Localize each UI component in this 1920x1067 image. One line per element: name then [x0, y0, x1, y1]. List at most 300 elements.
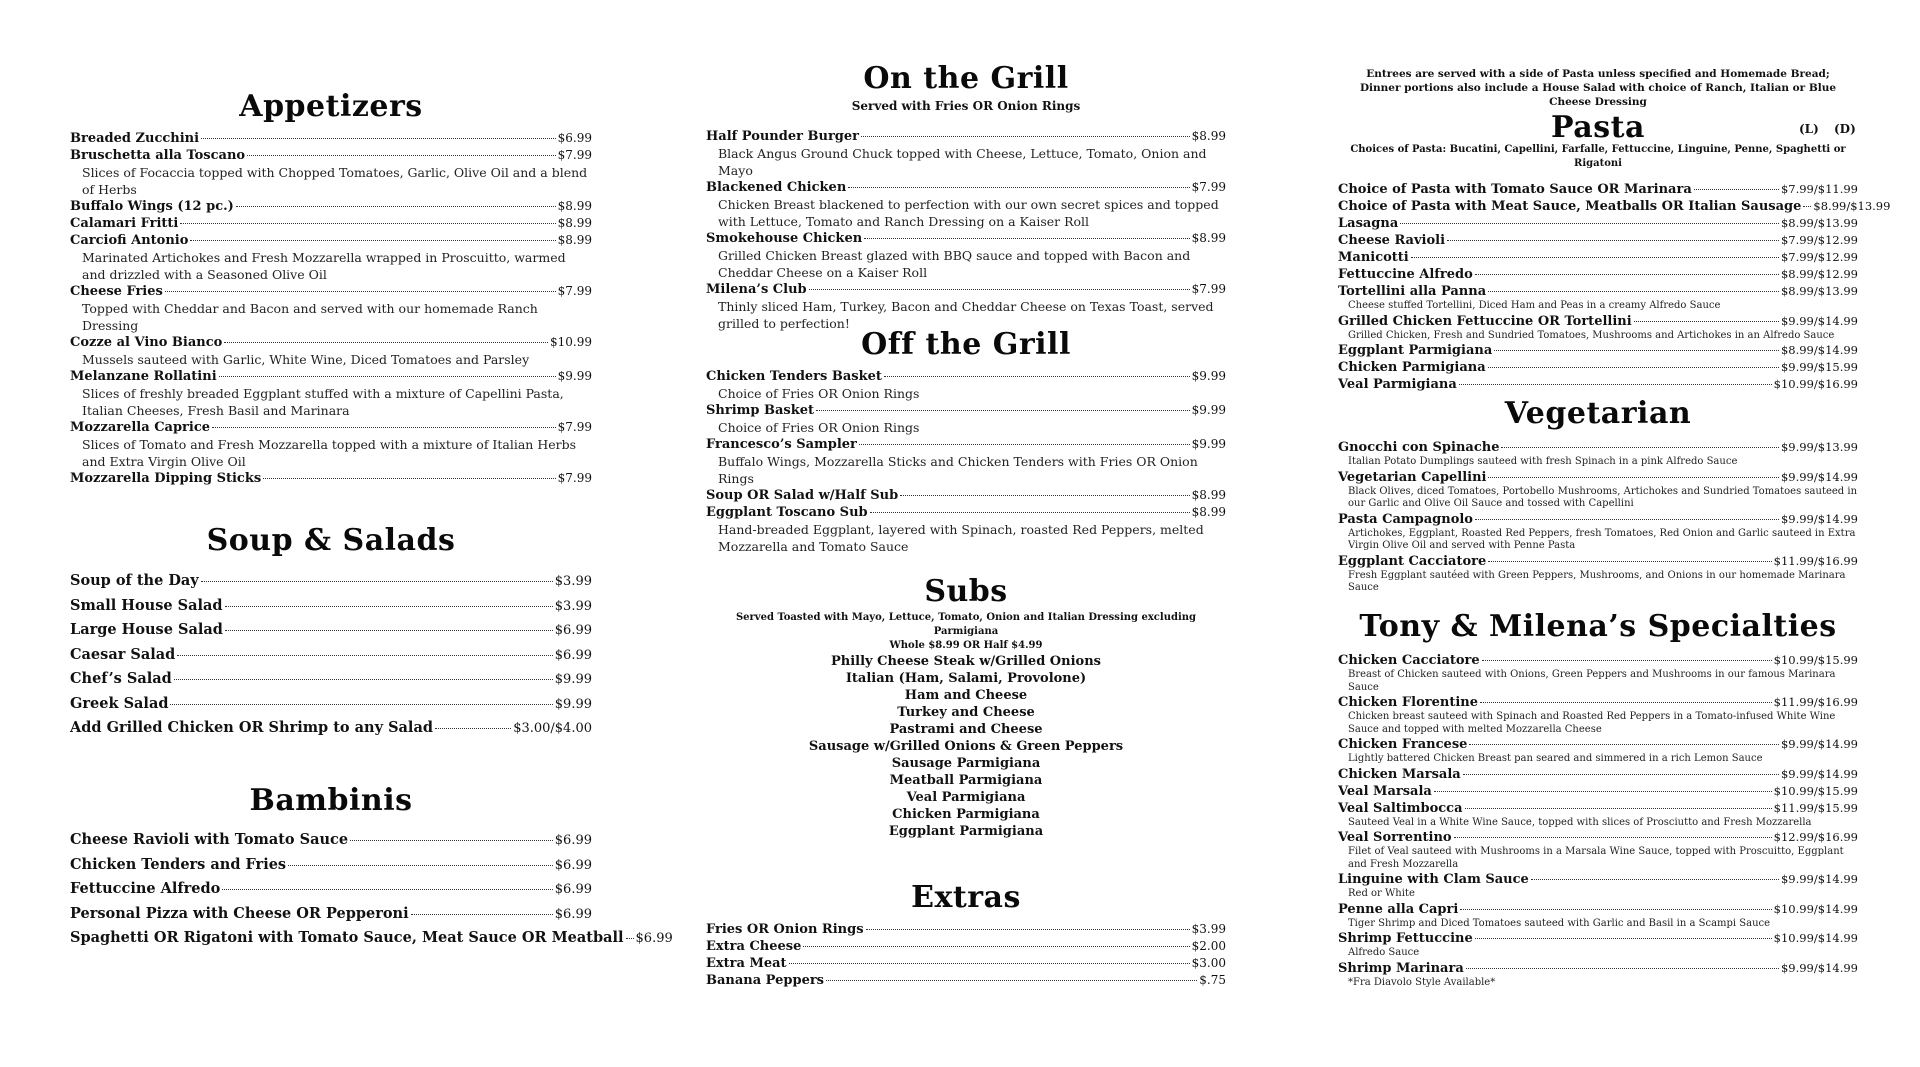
item-price: $3.99: [554, 574, 592, 589]
item-description: Grilled Chicken Breast glazed with BBQ sauce and topped with Bacon and Cheddar Cheese on a Kaiser Roll: [718, 248, 1191, 280]
item-description: Breast of Chicken sauteed with Onions, Green Peppers and Mushrooms in our famous Marinara Sauce: [1348, 669, 1836, 693]
item-name: Large House Salad: [70, 621, 223, 638]
item-name: Breaded Zucchini: [70, 131, 200, 146]
item-price: $11.99/$15.99: [1773, 800, 1858, 815]
item-price: $8.99: [1191, 129, 1226, 143]
off-grill-title: Off the Grill: [861, 327, 1071, 362]
menu-item: [70, 692, 592, 717]
dot-leader: [816, 410, 1190, 411]
item-price: $6.99: [635, 931, 673, 946]
item-price: $8.99/$13.99: [1813, 199, 1891, 213]
item-name: Linguine with Clam Sauce: [1338, 872, 1529, 887]
menu-item: [1338, 359, 1858, 376]
dot-leader: [225, 630, 553, 631]
entree-note: Entrees are served with a side of Pasta unless specified and Homemade Bread; Dinner portions also include a House Salad with choice of Ranch, Italian or Blue Cheese Dressing: [1359, 68, 1837, 108]
item-price: $9.99/$14.99: [1780, 469, 1858, 484]
menu-item: [706, 955, 1226, 972]
menu-item: [70, 419, 592, 436]
item-name: Half Pounder Burger: [706, 129, 859, 144]
item-price: $7.99: [557, 148, 592, 162]
dot-leader: [177, 655, 552, 656]
menu-item: [70, 594, 592, 619]
item-name: Carciofi Antonio: [70, 233, 189, 248]
on-grill-list: [706, 128, 1226, 332]
item-name: Chicken Cacciatore: [1338, 653, 1480, 668]
dot-leader: [212, 427, 556, 428]
item-name: Pasta Campagnolo: [1338, 511, 1473, 527]
dot-leader: [174, 679, 553, 680]
item-name: Add Grilled Chicken OR Shrimp to any Salad: [70, 719, 433, 736]
item-name: Caesar Salad: [70, 645, 176, 663]
sub-item: Sausage w/Grilled Onions & Green Peppers: [808, 739, 1124, 754]
dot-leader: [288, 865, 553, 866]
menu-item: [70, 926, 673, 951]
menu-item: [1338, 342, 1858, 359]
item-name: Soup OR Salad w/Half Sub: [706, 488, 899, 503]
item-name: Fries OR Onion Rings: [706, 922, 864, 937]
sub-item: Italian (Ham, Salami, Provolone): [845, 671, 1087, 686]
dot-leader: [900, 495, 1189, 496]
menu-item: [706, 230, 1226, 247]
item-name: Eggplant Parmigiana: [1338, 343, 1493, 358]
dot-leader: [859, 444, 1190, 445]
menu-item: [1338, 511, 1858, 528]
item-price: $9.99: [554, 672, 592, 687]
subs-title: Subs: [924, 574, 1008, 609]
sub-item: Eggplant Parmigiana: [888, 824, 1044, 839]
dot-leader: [247, 155, 556, 156]
menu-item: [1338, 783, 1858, 800]
menu-item: [1338, 766, 1858, 783]
dot-leader: [1634, 321, 1779, 322]
specialties-section: [1338, 608, 1858, 989]
item-price: $9.99/$14.99: [1780, 960, 1858, 975]
sub-item: Ham and Cheese: [904, 688, 1028, 703]
menu-item: [70, 828, 592, 853]
menu-item: [706, 128, 1226, 145]
item-description: Red or White: [1348, 888, 1415, 899]
sub-item: Chicken Parmigiana: [892, 807, 1040, 822]
item-price: $8.99/$13.99: [1780, 216, 1858, 230]
item-description: Filet of Veal sauteed with Mushrooms in a Marsala Wine Sauce, topped with Proscuitto, Eggplant and Fresh Mozzarella: [1348, 846, 1844, 870]
dot-leader: [1466, 968, 1779, 969]
menu-item: [70, 853, 592, 878]
item-name: Banana Peppers: [706, 973, 825, 988]
item-name: Extra Cheese: [706, 939, 802, 954]
item-price: $9.99/$13.99: [1780, 440, 1858, 454]
dot-leader: [222, 889, 552, 890]
pasta-header: [1338, 109, 1858, 143]
item-name: Spaghetti OR Rigatoni with Tomato Sauce, Meat Sauce OR Meatball: [70, 929, 624, 946]
dot-leader: [1803, 206, 1811, 207]
item-description: Choice of Fries OR Onion Rings: [718, 420, 920, 435]
item-name: Eggplant Cacciatore: [1338, 553, 1487, 569]
menu-item: [1338, 469, 1858, 486]
item-name: Cheese Ravioli: [1338, 233, 1446, 248]
item-price: $7.99: [557, 284, 592, 298]
item-price: $10.99/$14.99: [1773, 931, 1858, 945]
item-price: $8.99: [1191, 231, 1226, 245]
extras-title: Extras: [911, 880, 1021, 915]
dot-leader: [1494, 350, 1779, 351]
item-name: Mozzarella Dipping Sticks: [70, 471, 262, 486]
item-price: $3.99: [1191, 922, 1226, 936]
item-price: $7.99: [1191, 282, 1226, 296]
dot-leader: [1463, 774, 1779, 775]
item-name: Vegetarian Capellini: [1338, 469, 1487, 485]
item-price: $7.99: [557, 471, 592, 485]
dot-leader: [1454, 837, 1772, 838]
item-price: $6.99: [557, 131, 592, 145]
item-description: Marinated Artichokes and Fresh Mozzarella wrapped in Proscuitto, warmed and drizzled with a Seasoned Olive Oil: [82, 250, 566, 282]
item-price: $9.99/$14.99: [1780, 872, 1858, 886]
dot-leader: [803, 946, 1189, 947]
item-price: $9.99: [554, 696, 592, 712]
menu-item: [706, 938, 1226, 955]
item-price: $7.99/$11.99: [1780, 182, 1858, 196]
item-description: Choice of Fries OR Onion Rings: [718, 386, 920, 401]
pasta-title: Pasta: [1551, 110, 1645, 145]
item-description: Cheese stuffed Tortellini, Diced Ham and Peas in a creamy Alfredo Sauce: [1348, 300, 1721, 311]
off-grill-list: [706, 368, 1226, 555]
menu-item: [1338, 283, 1858, 300]
soup-salads-title: Soup & Salads: [206, 523, 456, 558]
menu-item: [706, 504, 1226, 521]
sub-item: Veal Parmigiana: [906, 790, 1026, 805]
menu-item: [1338, 313, 1858, 330]
dot-leader: [1480, 702, 1772, 703]
menu-item: [1338, 232, 1858, 249]
item-price: $10.99/$14.99: [1773, 901, 1858, 916]
item-price: $8.99/$13.99: [1780, 284, 1858, 298]
item-price: $9.99: [1191, 437, 1226, 451]
menu-item: [1338, 181, 1858, 198]
item-name: Grilled Chicken Fettuccine OR Tortellini: [1338, 313, 1632, 329]
dot-leader: [789, 963, 1190, 964]
item-price: $7.99: [557, 420, 592, 434]
item-description: Topped with Cheddar and Bacon and served with our homemade Ranch Dressing: [82, 301, 538, 333]
dot-leader: [1411, 257, 1779, 258]
item-name: Shrimp Marinara: [1338, 960, 1464, 976]
subs-note: Served Toasted with Mayo, Lettuce, Tomato, Onion and Italian Dressing excluding Parmigiana: [735, 612, 1197, 637]
dot-leader: [1501, 447, 1778, 448]
menu-item: [1338, 930, 1858, 947]
extras-section: [706, 879, 1226, 989]
menu-item: [70, 198, 592, 215]
menu-item: [1338, 266, 1858, 283]
item-price: $6.99: [554, 623, 592, 638]
item-name: Greek Salad: [70, 694, 169, 712]
item-price: $9.99: [1191, 403, 1226, 417]
menu-item: [70, 130, 592, 147]
item-name: Buffalo Wings (12 pc.): [70, 199, 234, 214]
item-description: Fresh Eggplant sautéed with Green Peppers, Mushrooms, and Onions in our homemade Marinara Sauce: [1348, 569, 1846, 593]
item-description: Chicken breast sauteed with Spinach and Roasted Red Peppers in a Tomato-infused White Wine Sauce and topped with melted Mozzarella Cheese: [1348, 711, 1836, 735]
dot-leader: [1531, 879, 1779, 880]
menu-item: [1338, 694, 1858, 711]
vegetarian-list: [1338, 439, 1858, 595]
menu-item: [70, 215, 592, 232]
lunch-label: (L): [1799, 122, 1819, 136]
item-name: Manicotti: [1338, 250, 1409, 265]
soup-salads-section: [70, 522, 592, 741]
item-price: $8.99: [557, 216, 592, 230]
menu-item: [70, 334, 592, 351]
item-name: Chicken Tenders and Fries: [70, 855, 287, 873]
item-description: Artichokes, Eggplant, Roasted Red Peppers, fresh Tomatoes, Red Onion and Garlic sauteed in Extra Virgin Olive Oil and served with Penne Pasta: [1348, 527, 1856, 551]
dot-leader: [1460, 909, 1771, 910]
dot-leader: [263, 478, 555, 479]
item-name: Choice of Pasta with Tomato Sauce OR Marinara: [1338, 182, 1692, 197]
soup-salads-list: [70, 569, 592, 741]
dot-leader: [201, 138, 556, 139]
dot-leader: [236, 206, 556, 207]
item-name: Shrimp Fettuccine: [1338, 931, 1473, 946]
item-price: $9.99: [1191, 369, 1226, 383]
item-description: Mussels sauteed with Garlic, White Wine, Diced Tomatoes and Parsley: [82, 352, 530, 367]
subs-list: [706, 653, 1226, 840]
dot-leader: [1459, 384, 1772, 385]
bambinis-section: [70, 782, 673, 951]
item-name: Calamari Fritti: [70, 216, 179, 231]
pasta-list: [1338, 181, 1891, 393]
dinner-label: (D): [1834, 122, 1856, 136]
subs-section: [706, 573, 1226, 840]
item-name: Veal Parmigiana: [1338, 377, 1457, 392]
dot-leader: [1475, 938, 1772, 939]
item-description: Sauteed Veal in a White Wine Sauce, topped with slices of Prosciutto and Fresh Mozzarella: [1348, 816, 1812, 828]
item-description: Alfredo Sauce: [1348, 947, 1420, 958]
item-name: Choice of Pasta with Meat Sauce, Meatballs OR Italian Sausage: [1338, 199, 1802, 214]
sub-item: Philly Cheese Steak w/Grilled Onions: [831, 654, 1101, 669]
item-name: Cozze al Vino Bianco: [70, 335, 223, 350]
item-price: $9.99/$14.99: [1780, 313, 1858, 328]
item-price: $.75: [1199, 973, 1226, 987]
item-description: Thinly sliced Ham, Turkey, Bacon and Cheddar Cheese on Texas Toast, served grilled to perfection!: [718, 299, 1214, 331]
dot-leader: [864, 238, 1189, 239]
item-price: $8.99: [557, 199, 592, 213]
menu-item: [70, 569, 592, 594]
item-name: Veal Marsala: [1338, 783, 1432, 799]
on-grill-title: On the Grill: [863, 61, 1069, 96]
item-price: $6.99: [554, 833, 592, 848]
item-name: Fettuccine Alfredo: [70, 880, 221, 897]
dot-leader: [1694, 189, 1779, 190]
menu-item: [1338, 376, 1858, 393]
item-price: $10.99/$15.99: [1773, 783, 1858, 798]
dot-leader: [201, 581, 553, 582]
item-description: Italian Potato Dumplings sauteed with fresh Spinach in a pink Alfredo Sauce: [1348, 456, 1738, 467]
dot-leader: [190, 240, 555, 241]
dot-leader: [809, 289, 1190, 290]
item-price: $7.99/$12.99: [1780, 250, 1858, 264]
item-price: $6.99: [554, 906, 592, 922]
item-price: $3.99: [554, 598, 592, 614]
item-name: Chef’s Salad: [70, 670, 172, 687]
menu-item: [706, 402, 1226, 419]
item-description: Grilled Chicken, Fresh and Sundried Tomatoes, Mushrooms and Artichokes in an Alfredo Sauce: [1348, 329, 1835, 341]
appetizers-list: [70, 130, 592, 487]
item-price: $2.00: [1191, 939, 1226, 953]
dot-leader: [1488, 477, 1778, 478]
menu-item: [70, 643, 592, 668]
item-price: $3.00/$4.00: [513, 721, 592, 736]
item-name: Veal Sorrentino: [1338, 830, 1452, 845]
menu-item: [70, 368, 592, 385]
item-name: Lasagna: [1338, 216, 1399, 231]
menu-item: [70, 470, 592, 487]
item-price: $3.00: [1191, 956, 1226, 970]
menu-item: [70, 283, 592, 300]
dot-leader: [866, 929, 1190, 930]
item-description: Slices of Focaccia topped with Chopped Tomatoes, Garlic, Olive Oil and a blend of Herbs: [82, 165, 588, 197]
item-price: $8.99/$12.99: [1780, 267, 1858, 281]
item-price: $9.99/$14.99: [1780, 766, 1858, 781]
menu-item: [1338, 198, 1891, 215]
item-price: $9.99/$14.99: [1780, 737, 1858, 751]
item-name: Cheese Ravioli with Tomato Sauce: [70, 831, 349, 848]
item-name: Personal Pizza with Cheese OR Pepperoni: [70, 904, 409, 922]
bambinis-title: Bambinis: [249, 783, 413, 818]
dot-leader: [170, 704, 552, 705]
item-description: Lightly battered Chicken Breast pan seared and simmered in a rich Lemon Sauce: [1348, 753, 1763, 764]
menu-item: [1338, 736, 1858, 753]
item-price: $8.99: [1191, 505, 1226, 519]
item-price: $12.99/$16.99: [1773, 830, 1858, 844]
item-price: $8.99: [1191, 488, 1226, 502]
item-name: Cheese Fries: [70, 284, 163, 299]
dot-leader: [870, 512, 1190, 513]
item-name: Chicken Tenders Basket: [706, 369, 882, 384]
item-name: Mozzarella Caprice: [70, 420, 211, 435]
specialties-list: [1338, 652, 1858, 989]
item-price: $8.99/$14.99: [1780, 343, 1858, 357]
on-grill-subtitle: Served with Fries OR Onion Rings: [851, 99, 1081, 113]
dot-leader: [1400, 223, 1779, 224]
item-price: $11.99/$16.99: [1773, 553, 1858, 568]
dot-leader: [1465, 808, 1772, 809]
sub-item: Turkey and Cheese: [897, 705, 1035, 720]
item-price: $10.99/$15.99: [1773, 653, 1858, 667]
menu-item: [1338, 960, 1858, 977]
sub-item: Pastrami and Cheese: [889, 722, 1043, 737]
item-description: Tiger Shrimp and Diced Tomatoes sauteed with Garlic and Basil in a Scampi Sauce: [1348, 917, 1771, 929]
sub-item: Meatball Parmigiana: [889, 773, 1043, 788]
dot-leader: [1488, 291, 1779, 292]
item-description: Slices of Tomato and Fresh Mozzarella topped with a mixture of Italian Herbs and Extra Virgin Olive Oil: [82, 437, 577, 469]
specialties-title: Tony & Milena’s Specialties: [1359, 609, 1837, 644]
item-name: Blackened Chicken: [706, 180, 847, 195]
vegetarian-title: Vegetarian: [1504, 396, 1692, 431]
item-price: $9.99: [557, 369, 592, 383]
menu-item: [70, 902, 592, 927]
menu-item: [1338, 215, 1858, 232]
menu-item: [1338, 553, 1858, 570]
menu-item: [1338, 439, 1858, 456]
menu-item: [706, 487, 1226, 504]
item-price: $10.99/$16.99: [1773, 377, 1858, 391]
item-price: $11.99/$16.99: [1773, 695, 1858, 709]
item-price: $6.99: [554, 857, 592, 873]
item-name: Veal Saltimbocca: [1338, 800, 1463, 816]
dot-leader: [1488, 367, 1779, 368]
item-description: Black Olives, diced Tomatoes, Portobello Mushrooms, Artichokes and Sundried Tomatoes sauteed in our Garlic and Olive Oil Sauce and tossed with Capellini: [1348, 485, 1858, 509]
item-price: $7.99: [1191, 180, 1226, 194]
item-price: $8.99: [557, 233, 592, 247]
item-name: Fettuccine Alfredo: [1338, 267, 1473, 282]
item-name: Gnocchi con Spinache: [1338, 440, 1500, 455]
item-price: $7.99/$12.99: [1780, 233, 1858, 247]
appetizers-section: [70, 88, 592, 487]
menu-item: [1338, 652, 1858, 669]
dot-leader: [1482, 660, 1772, 661]
appetizers-title: Appetizers: [239, 89, 423, 124]
dot-leader: [1475, 519, 1779, 520]
menu-item: [1338, 829, 1858, 846]
item-name: Eggplant Toscano Sub: [706, 505, 868, 520]
item-description: Black Angus Ground Chuck topped with Cheese, Lettuce, Tomato, Onion and Mayo: [718, 146, 1207, 178]
menu-item: [70, 618, 592, 643]
menu-item: [70, 147, 592, 164]
extras-list: [706, 921, 1226, 989]
off-grill-section: [706, 326, 1226, 555]
item-name: Milena’s Club: [706, 282, 807, 297]
item-name: Chicken Parmigiana: [1338, 360, 1486, 375]
item-name: Bruschetta alla Toscano: [70, 148, 246, 163]
dot-leader: [435, 728, 511, 729]
dot-leader: [884, 376, 1190, 377]
item-price: $9.99/$15.99: [1780, 360, 1858, 374]
item-price: $9.99/$14.99: [1780, 511, 1858, 526]
item-name: Small House Salad: [70, 596, 223, 614]
dot-leader: [225, 606, 553, 607]
item-name: Chicken Francese: [1338, 737, 1468, 752]
item-name: Extra Meat: [706, 956, 787, 971]
dot-leader: [826, 980, 1197, 981]
sub-item: Sausage Parmigiana: [891, 756, 1041, 771]
dot-leader: [1475, 274, 1779, 275]
item-description: Hand-breaded Eggplant, layered with Spinach, roasted Red Peppers, melted Mozzarella and Tomato Sauce: [718, 522, 1204, 554]
dot-leader: [1469, 744, 1779, 745]
menu-item: [70, 232, 592, 249]
item-name: Chicken Florentine: [1338, 695, 1478, 710]
dot-leader: [219, 376, 556, 377]
menu-item: [1338, 871, 1858, 888]
menu-item: [70, 667, 592, 692]
dot-leader: [1447, 240, 1779, 241]
bambinis-list: [70, 828, 673, 951]
dot-leader: [411, 914, 553, 915]
item-description: Slices of freshly breaded Eggplant stuffed with a mixture of Capellini Pasta, Italian Cheeses, Fresh Basil and Marinara: [82, 386, 564, 418]
pasta-choices: Choices of Pasta: Bucatini, Capellini, Farfalle, Fettuccine, Linguine, Penne, Spaghetti or Rigatoni: [1350, 144, 1846, 169]
menu-item: [1338, 249, 1858, 266]
menu-item: [706, 436, 1226, 453]
dot-leader: [165, 291, 556, 292]
item-name: Soup of the Day: [70, 572, 199, 589]
dot-leader: [1488, 561, 1771, 562]
item-description: *Fra Diavolo Style Available*: [1348, 976, 1496, 988]
item-name: Shrimp Basket: [706, 403, 815, 418]
menu-item: [706, 972, 1226, 989]
dot-leader: [848, 187, 1189, 188]
on-grill-section: [706, 60, 1226, 332]
item-name: Smokehouse Chicken: [706, 231, 863, 246]
menu-item: [706, 179, 1226, 196]
item-price: $6.99: [554, 647, 592, 663]
menu-item: [1338, 901, 1858, 918]
item-description: Chicken Breast blackened to perfection with our own secret spices and topped with Lettuce, Tomato and Ranch Dressing on a Kaiser Roll: [718, 197, 1219, 229]
subs-prices: Whole $8.99 OR Half $4.99: [889, 640, 1043, 651]
